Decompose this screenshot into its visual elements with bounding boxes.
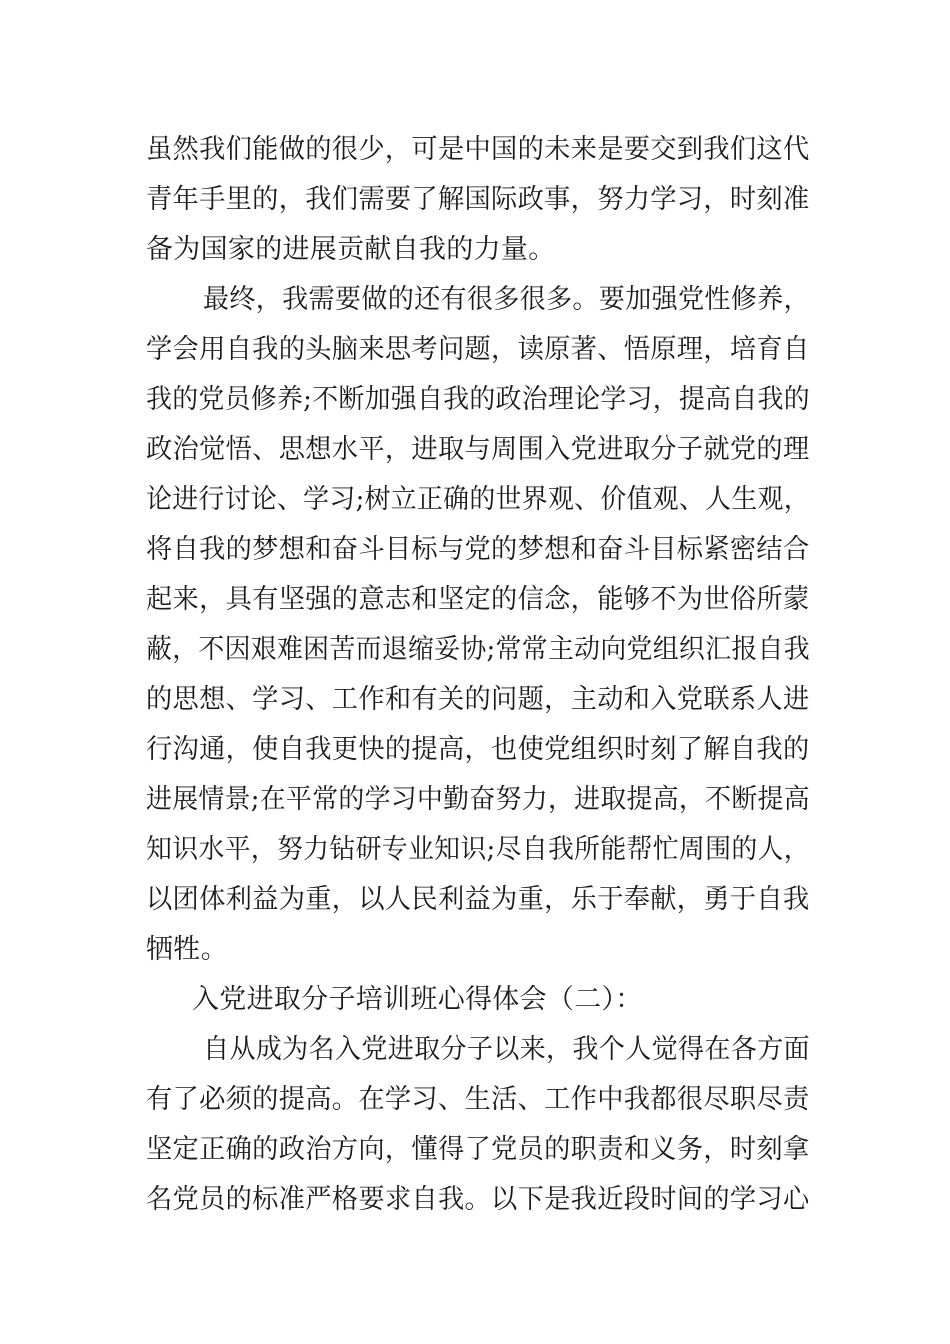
text-line: 蔽，不因艰难困苦而退缩妥协;常常主动向党组织汇报自我 xyxy=(146,634,810,665)
text-line: 牺牲。 xyxy=(146,934,228,965)
paragraph-first-line: 自从成为名入党进取分子以来，我个人觉得在各方面 xyxy=(203,1034,810,1065)
text-line: 名党员的标准严格要求自我。以下是我近段时间的学习心 xyxy=(146,1184,810,1215)
paragraph-first-line: 最终，我需要做的还有很多很多。要加强党性修养， xyxy=(203,284,810,315)
text-line: 虽然我们能做的很少，可是中国的未来是要交到我们这代 xyxy=(146,134,810,165)
text-line: 将自我的梦想和奋斗目标与党的梦想和奋斗目标紧密结合 xyxy=(146,534,810,565)
text-line: 学会用自我的头脑来思考问题，读原著、悟原理，培育自 xyxy=(146,334,810,365)
section-heading: 入党进取分子培训班心得体会（二）： xyxy=(192,984,643,1015)
text-line: 起来，具有坚强的意志和坚定的信念，能够不为世俗所蒙 xyxy=(146,584,810,615)
text-line: 政治觉悟、思想水平，进取与周围入党进取分子就党的理 xyxy=(146,434,810,465)
text-line: 我的党员修养;不断加强自我的政治理论学习，提高自我的 xyxy=(146,384,810,415)
text-line: 有了必须的提高。在学习、生活、工作中我都很尽职尽责 xyxy=(146,1084,810,1115)
text-line: 行沟通，使自我更快的提高，也使党组织时刻了解自我的 xyxy=(146,734,810,765)
text-line: 的思想、学习、工作和有关的问题，主动和入党联系人进 xyxy=(146,684,810,715)
text-line: 青年手里的，我们需要了解国际政事，努力学习，时刻准 xyxy=(146,184,810,215)
text-line: 论进行讨论、学习;树立正确的世界观、价值观、人生观， xyxy=(146,484,810,515)
text-line: 进展情景;在平常的学习中勤奋努力，进取提高，不断提高 xyxy=(146,784,810,815)
text-line: 备为国家的进展贡献自我的力量。 xyxy=(146,234,556,265)
text-line: 知识水平，努力钻研专业知识;尽自我所能帮忙周围的人， xyxy=(146,834,810,865)
text-line: 以团体利益为重，以人民利益为重，乐于奉献，勇于自我 xyxy=(146,884,810,915)
text-line: 坚定正确的政治方向，懂得了党员的职责和义务，时刻拿 xyxy=(146,1134,810,1165)
